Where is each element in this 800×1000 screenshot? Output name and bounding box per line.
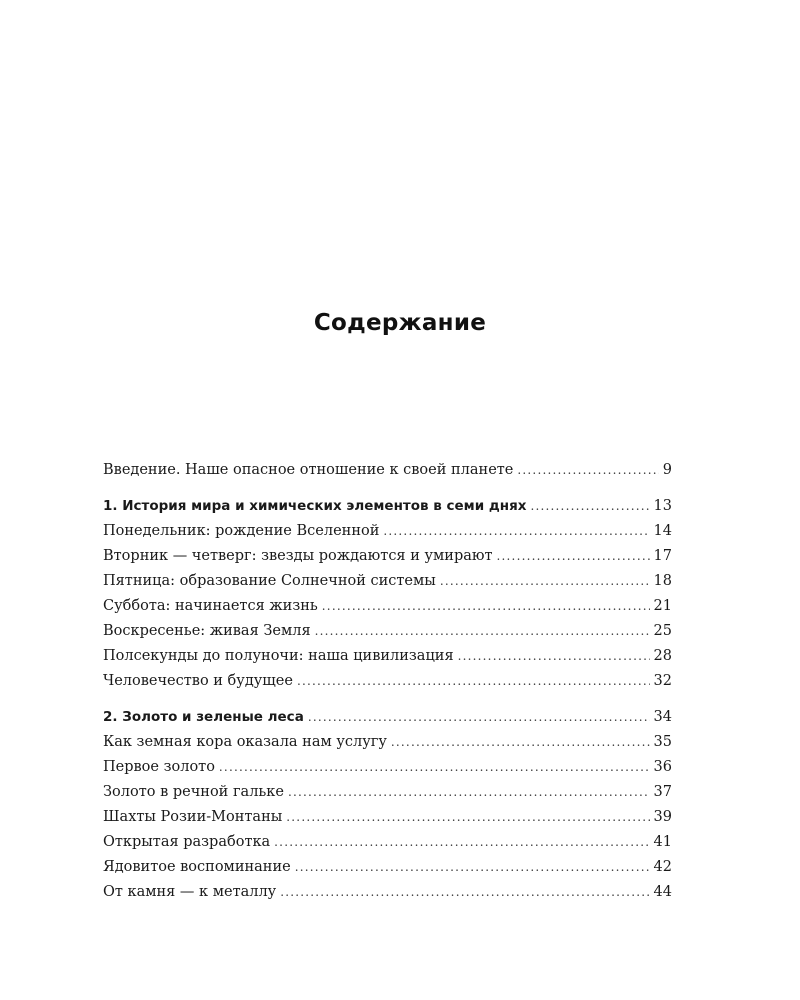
dot-leader (288, 780, 650, 805)
toc-entry-label: Шахты Розии-Монтаны (103, 809, 283, 825)
dot-leader (280, 880, 649, 905)
toc-chapter-2[interactable] (103, 705, 672, 730)
toc-entry[interactable] (103, 619, 672, 644)
toc-entry-page: 9 (662, 462, 672, 478)
toc-entry-page: 21 (653, 598, 672, 614)
dot-leader (286, 805, 649, 830)
toc-entry-page: 28 (653, 648, 672, 664)
toc-entry-label: Суббота: начинается жизнь (103, 598, 318, 614)
toc-chapter-label: 1. История мира и химических элементов в семи днях (103, 498, 527, 514)
toc-entry[interactable] (103, 780, 672, 805)
dot-leader (517, 458, 658, 483)
toc-entry-introduction[interactable] (103, 458, 672, 483)
toc-entry-page: 36 (653, 759, 672, 775)
toc-entry-page: 42 (653, 859, 672, 875)
section-gap (103, 483, 672, 494)
toc-entry-label: Полсекунды до полуночи: наша цивилизация (103, 648, 454, 664)
toc-entry[interactable] (103, 569, 672, 594)
toc-entry[interactable] (103, 730, 672, 755)
toc-entry[interactable] (103, 644, 672, 669)
toc-chapter-1[interactable] (103, 494, 672, 519)
dot-leader (322, 594, 650, 619)
toc-entry-label: От камня — к металлу (103, 884, 277, 900)
toc-entry-page: 14 (653, 523, 672, 539)
toc-entry-page: 32 (653, 673, 672, 689)
dot-leader (497, 544, 650, 569)
toc-entry-page: 39 (653, 809, 672, 825)
toc-entry-label: Вторник — четверг: звезды рождаются и умирают (103, 548, 493, 564)
toc-entry[interactable] (103, 544, 672, 569)
toc-chapter-label: 2. Золото и зеленые леса (103, 709, 304, 725)
toc-entry-label: Открытая разработка (103, 834, 271, 850)
toc-entry-page: 13 (653, 498, 672, 514)
toc-entry-label: Понедельник: рождение Вселенной (103, 523, 380, 539)
dot-leader (295, 855, 650, 880)
toc-entry[interactable] (103, 880, 672, 905)
toc-entry[interactable] (103, 830, 672, 855)
toc-entry[interactable] (103, 669, 672, 694)
dot-leader (440, 569, 650, 594)
table-of-contents (103, 458, 672, 905)
toc-entry[interactable] (103, 855, 672, 880)
toc-entry[interactable] (103, 755, 672, 780)
dot-leader (458, 644, 650, 669)
dot-leader (297, 669, 650, 694)
section-gap (103, 694, 672, 705)
toc-entry[interactable] (103, 519, 672, 544)
toc-entry[interactable] (103, 805, 672, 830)
toc-entry-page: 44 (653, 884, 672, 900)
dot-leader (315, 619, 650, 644)
toc-entry-page: 41 (653, 834, 672, 850)
toc-entry-page: 35 (653, 734, 672, 750)
toc-entry-label: Золото в речной гальке (103, 784, 284, 800)
toc-entry-label: Введение. Наше опасное отношение к своей планете (103, 462, 514, 478)
toc-entry-label: Ядовитое воспоминание (103, 859, 291, 875)
toc-entry-label: Первое золото (103, 759, 215, 775)
dot-leader (219, 755, 650, 780)
dot-leader (383, 519, 649, 544)
toc-entry-label: Человечество и будущее (103, 673, 293, 689)
dot-leader (530, 494, 649, 519)
toc-entry[interactable] (103, 594, 672, 619)
toc-entry-label: Как земная кора оказала нам услугу (103, 734, 387, 750)
dot-leader (274, 830, 649, 855)
toc-entry-page: 17 (653, 548, 672, 564)
page-title: Содержание (313, 310, 487, 336)
toc-entry-label: Пятница: образование Солнечной системы (103, 573, 436, 589)
toc-entry-page: 25 (653, 623, 672, 639)
toc-entry-page: 37 (653, 784, 672, 800)
dot-leader (391, 730, 650, 755)
toc-entry-page: 18 (653, 573, 672, 589)
toc-entry-page: 34 (653, 709, 672, 725)
dot-leader (308, 705, 650, 730)
toc-entry-label: Воскресенье: живая Земля (103, 623, 311, 639)
